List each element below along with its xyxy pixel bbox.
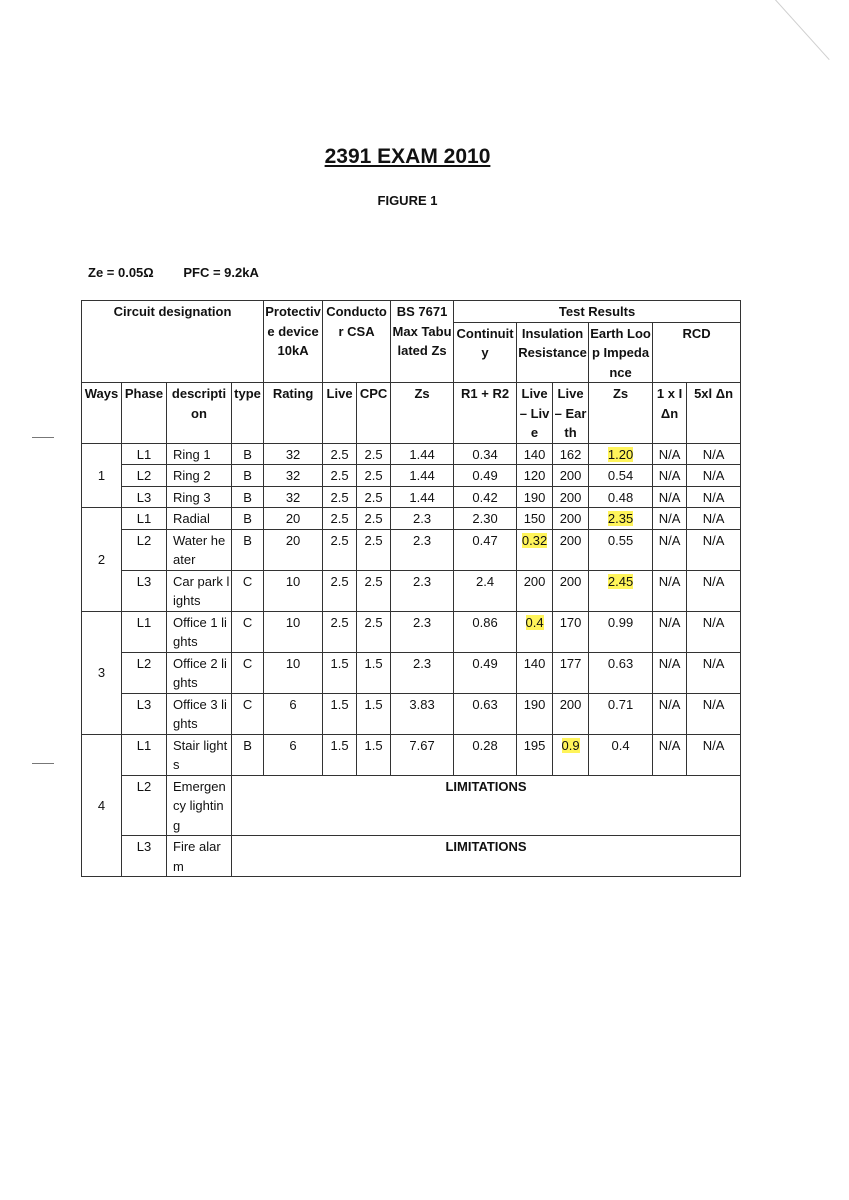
description-cell: Water heater	[167, 529, 232, 570]
r1r2-cell: 2.4	[454, 570, 517, 611]
live-earth-cell: 162	[553, 443, 589, 465]
way-number: 4	[82, 734, 122, 877]
zs-cell	[589, 508, 653, 530]
live-earth-header: Live – Earth	[553, 383, 589, 444]
ways-header: Ways	[82, 383, 122, 444]
zs-cell	[589, 570, 653, 611]
zs-header: Zs	[589, 383, 653, 444]
earth-loop-header: Earth Loop Impedance	[589, 322, 653, 383]
highlighted-value: 2.35	[607, 511, 634, 526]
live-earth-cell: 200	[553, 508, 589, 530]
protective-device-header: Protective device 10kA	[264, 301, 323, 383]
cpc-header: CPC	[357, 383, 391, 444]
cpc-cell: 2.5	[357, 443, 391, 465]
type-cell: B	[232, 486, 264, 508]
bs-zs-cell: 1.44	[391, 443, 454, 465]
cpc-cell: 2.5	[357, 486, 391, 508]
rcd-5x-header: 5xl Δn	[687, 383, 741, 444]
bs-zs-header: Zs	[391, 383, 454, 444]
live-live-cell: 150	[517, 508, 553, 530]
description-cell: Ring 1	[167, 443, 232, 465]
type-cell: B	[232, 508, 264, 530]
live-earth-cell: 200	[553, 465, 589, 487]
type-header: type	[232, 383, 264, 444]
bs-zs-cell: 2.3	[391, 570, 454, 611]
rating-cell: 10	[264, 652, 323, 693]
margin-mark	[32, 763, 54, 764]
zs-cell: 0.63	[589, 652, 653, 693]
description-cell: Car park lights	[167, 570, 232, 611]
live-cell: 2.5	[323, 443, 357, 465]
rating-cell: 32	[264, 443, 323, 465]
live-earth-cell: 177	[553, 652, 589, 693]
table-row	[82, 465, 741, 487]
rating-cell: 10	[264, 570, 323, 611]
live-cell: 2.5	[323, 486, 357, 508]
way-number: 3	[82, 611, 122, 734]
live-live-cell: 140	[517, 443, 553, 465]
live-cell: 2.5	[323, 529, 357, 570]
description-header: description	[167, 383, 232, 444]
live-cell: 1.5	[323, 734, 357, 775]
live-earth-cell: 200	[553, 570, 589, 611]
way-number: 2	[82, 508, 122, 612]
limitations-cell: LIMITATIONS	[232, 836, 741, 877]
r1r2-cell: 0.63	[454, 693, 517, 734]
live-earth-cell	[553, 734, 589, 775]
rating-cell: 6	[264, 693, 323, 734]
header-row-1	[82, 301, 741, 323]
description-cell: Ring 2	[167, 465, 232, 487]
bs-zs-cell: 2.3	[391, 652, 454, 693]
phase-cell: L3	[122, 693, 167, 734]
rcd-1x-cell: N/A	[653, 570, 687, 611]
rcd-1x-cell: N/A	[653, 652, 687, 693]
live-cell: 2.5	[323, 611, 357, 652]
phase-cell: L3	[122, 836, 167, 877]
cpc-cell: 1.5	[357, 693, 391, 734]
r1r2-cell: 0.28	[454, 734, 517, 775]
ze-value: Ze = 0.05Ω	[88, 265, 154, 280]
bs-zs-cell: 1.44	[391, 465, 454, 487]
insulation-header: Insulation Resistance	[517, 322, 589, 383]
highlighted-value: 2.45	[607, 573, 634, 589]
live-live-cell: 140	[517, 652, 553, 693]
description-cell: Office 1 lights	[167, 611, 232, 652]
table-row	[82, 486, 741, 508]
r1r2-cell: 0.49	[454, 465, 517, 487]
type-cell: B	[232, 443, 264, 465]
live-live-cell: 190	[517, 693, 553, 734]
rating-cell: 10	[264, 611, 323, 652]
cpc-cell: 1.5	[357, 652, 391, 693]
r1r2-cell: 0.42	[454, 486, 517, 508]
phase-cell: L3	[122, 486, 167, 508]
phase-cell: L1	[122, 508, 167, 530]
cpc-cell: 2.5	[357, 611, 391, 652]
table-row	[82, 611, 741, 652]
header-row-3	[82, 383, 741, 444]
rcd-1x-cell: N/A	[653, 734, 687, 775]
rcd-5x-cell: N/A	[687, 734, 741, 775]
test-results-header: Test Results	[454, 301, 741, 323]
live-cell: 2.5	[323, 508, 357, 530]
rating-cell: 20	[264, 529, 323, 570]
rcd-1x-cell: N/A	[653, 486, 687, 508]
table-row	[82, 693, 741, 734]
live-live-cell	[517, 611, 553, 652]
rating-header: Rating	[264, 383, 323, 444]
rcd-1x-cell: N/A	[653, 443, 687, 465]
continuity-header: Continuity	[454, 322, 517, 383]
table-row	[82, 836, 741, 877]
rcd-5x-cell: N/A	[687, 570, 741, 611]
zs-cell: 0.48	[589, 486, 653, 508]
phase-cell: L2	[122, 775, 167, 836]
table-row	[82, 443, 741, 465]
rcd-1x-cell: N/A	[653, 529, 687, 570]
highlighted-value: 0.9	[561, 737, 580, 753]
margin-mark	[32, 437, 54, 438]
table-row	[82, 570, 741, 611]
r1r2-cell: 0.49	[454, 652, 517, 693]
phase-cell: L2	[122, 529, 167, 570]
bs-zs-cell: 1.44	[391, 486, 454, 508]
live-earth-cell: 200	[553, 486, 589, 508]
rating-cell: 32	[264, 465, 323, 487]
type-cell: B	[232, 529, 264, 570]
description-cell: Radial	[167, 508, 232, 530]
rating-cell: 6	[264, 734, 323, 775]
type-cell: C	[232, 693, 264, 734]
phase-cell: L3	[122, 570, 167, 611]
zs-cell: 0.54	[589, 465, 653, 487]
phase-cell: L1	[122, 734, 167, 775]
r1r2-cell: 0.34	[454, 443, 517, 465]
document-title: 2391 EXAM 2010	[324, 145, 491, 168]
rating-cell: 20	[264, 508, 323, 530]
description-cell: Stair lights	[167, 734, 232, 775]
live-live-cell: 120	[517, 465, 553, 487]
live-earth-cell: 200	[553, 529, 589, 570]
supply-parameters	[88, 265, 285, 280]
r1r2-cell: 0.86	[454, 611, 517, 652]
live-live-header: Live – Live	[517, 383, 553, 444]
rcd-5x-cell: N/A	[687, 465, 741, 487]
scan-edge-line	[749, 0, 830, 60]
highlighted-value: 0.32	[521, 532, 548, 548]
zs-cell: 0.99	[589, 611, 653, 652]
zs-cell: 0.71	[589, 693, 653, 734]
rcd-5x-cell: N/A	[687, 611, 741, 652]
bs-zs-cell: 7.67	[391, 734, 454, 775]
phase-cell: L2	[122, 465, 167, 487]
rcd-1x-cell: N/A	[653, 693, 687, 734]
description-cell: Emergency lighting	[167, 775, 232, 836]
type-cell: B	[232, 465, 264, 487]
cpc-cell: 2.5	[357, 465, 391, 487]
live-live-cell	[517, 529, 553, 570]
rating-cell: 32	[264, 486, 323, 508]
rcd-header: RCD	[653, 322, 741, 383]
highlighted-value: 1.20	[607, 446, 634, 462]
zs-cell	[589, 443, 653, 465]
bs-zs-cell: 2.3	[391, 508, 454, 530]
description-cell: Ring 3	[167, 486, 232, 508]
rcd-5x-cell: N/A	[687, 443, 741, 465]
cpc-cell: 2.5	[357, 508, 391, 530]
circuit-designation-header: Circuit designation	[82, 301, 264, 383]
zs-cell: 0.55	[589, 529, 653, 570]
rcd-1x-cell: N/A	[653, 508, 687, 530]
live-cell: 1.5	[323, 652, 357, 693]
zs-cell: 0.4	[589, 734, 653, 775]
phase-cell: L1	[122, 443, 167, 465]
live-cell: 2.5	[323, 570, 357, 611]
description-cell: Office 3 lights	[167, 693, 232, 734]
table-row	[82, 652, 741, 693]
rcd-5x-cell: N/A	[687, 693, 741, 734]
type-cell: C	[232, 611, 264, 652]
r1r2-cell: 0.47	[454, 529, 517, 570]
table-row	[82, 775, 741, 836]
live-earth-cell: 200	[553, 693, 589, 734]
live-header: Live	[323, 383, 357, 444]
description-cell: Fire alarm	[167, 836, 232, 877]
r1r2-header: R1 + R2	[454, 383, 517, 444]
live-cell: 1.5	[323, 693, 357, 734]
way-number: 1	[82, 443, 122, 508]
cpc-cell: 2.5	[357, 529, 391, 570]
live-live-cell: 190	[517, 486, 553, 508]
phase-header: Phase	[122, 383, 167, 444]
table-row	[82, 529, 741, 570]
pfc-value: PFC = 9.2kA	[183, 265, 259, 280]
test-results-table	[81, 300, 741, 877]
bs-zs-cell: 2.3	[391, 529, 454, 570]
table-row	[82, 734, 741, 775]
rcd-5x-cell: N/A	[687, 486, 741, 508]
table-row	[82, 508, 741, 530]
limitations-cell: LIMITATIONS	[232, 775, 741, 836]
description-cell: Office 2 lights	[167, 652, 232, 693]
cpc-cell: 1.5	[357, 734, 391, 775]
live-cell: 2.5	[323, 465, 357, 487]
bs-zs-cell: 2.3	[391, 611, 454, 652]
bs-zs-cell: 3.83	[391, 693, 454, 734]
live-live-cell: 195	[517, 734, 553, 775]
figure-label: FIGURE 1	[377, 193, 438, 208]
live-earth-cell: 170	[553, 611, 589, 652]
bs7671-header: BS 7671 Max Tabulated Zs	[391, 301, 454, 383]
rcd-1x-cell: N/A	[653, 611, 687, 652]
rcd-5x-cell: N/A	[687, 508, 741, 530]
cpc-cell: 2.5	[357, 570, 391, 611]
type-cell: B	[232, 734, 264, 775]
type-cell: C	[232, 652, 264, 693]
conductor-csa-header: Conductor CSA	[323, 301, 391, 383]
highlighted-value: 0.4	[525, 614, 544, 630]
rcd-1x-cell: N/A	[653, 465, 687, 487]
rcd-1x-header: 1 x IΔn	[653, 383, 687, 444]
live-live-cell: 200	[517, 570, 553, 611]
type-cell: C	[232, 570, 264, 611]
r1r2-cell: 2.30	[454, 508, 517, 530]
rcd-5x-cell: N/A	[687, 529, 741, 570]
rcd-5x-cell: N/A	[687, 652, 741, 693]
phase-cell: L1	[122, 611, 167, 652]
phase-cell: L2	[122, 652, 167, 693]
